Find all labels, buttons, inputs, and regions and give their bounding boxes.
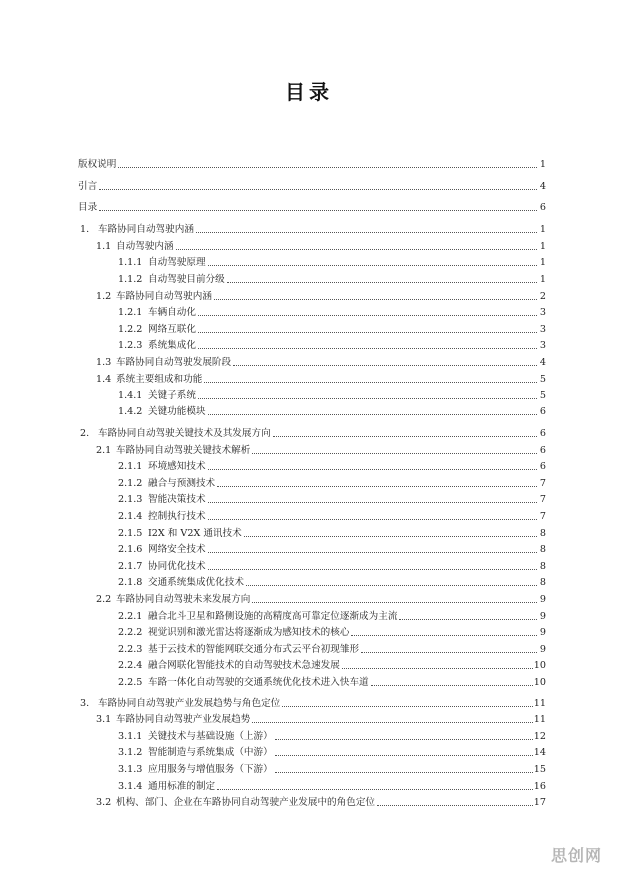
toc-entry[interactable] (0, 642, 618, 656)
dot-leader (99, 209, 537, 211)
toc-entry-page: 4 (539, 357, 546, 368)
toc-entry[interactable] (0, 559, 618, 573)
toc-entry[interactable] (0, 372, 618, 386)
toc-entry-page: 14 (533, 747, 546, 758)
dot-leader (217, 788, 533, 790)
toc-entry-number: 2.1.3 (118, 494, 143, 505)
toc-entry[interactable] (0, 157, 618, 171)
toc-entry-label: 融合与预测技术 (148, 478, 216, 489)
toc-entry[interactable] (0, 795, 618, 809)
toc-entry[interactable] (0, 696, 618, 710)
dot-leader (371, 684, 533, 686)
dot-leader (208, 501, 537, 503)
watermark-logo: 思创网 (550, 846, 602, 865)
toc-entry-page: 9 (539, 594, 546, 605)
toc-entry-number: 3.1.4 (118, 781, 143, 792)
toc-entry-number: 3. (80, 698, 90, 709)
toc-entry-page: 2 (539, 291, 546, 302)
toc-entry[interactable] (0, 542, 618, 556)
dot-leader (196, 231, 537, 233)
toc-entry-page: 9 (539, 644, 546, 655)
toc-entry-number: 3.1.3 (118, 764, 143, 775)
toc-entry-label: 基于云技术的智能网联交通分布式云平台初现雏形 (148, 644, 360, 655)
toc-entry-number: 2. (80, 428, 90, 439)
toc-entry-page: 9 (539, 627, 546, 638)
toc-entry[interactable] (0, 404, 618, 418)
toc-entry-number: 2.2.2 (118, 627, 143, 638)
toc-entry-label: 关键子系统 (148, 390, 196, 401)
toc-entry[interactable] (0, 492, 618, 506)
toc-entry-number: 2.1.6 (118, 544, 143, 555)
toc-entry-page: 15 (533, 764, 546, 775)
toc-entry-page: 1 (539, 257, 546, 268)
toc-entry-label: 车路协同自动驾驶内涵 (116, 291, 212, 302)
toc-entry-number: 1.2 (96, 291, 112, 302)
toc-entry-number: 3.1.2 (118, 747, 143, 758)
toc-entry[interactable] (0, 658, 618, 672)
dot-leader (208, 468, 537, 470)
dot-leader (252, 601, 537, 603)
toc-entry-number: 1.2.3 (118, 340, 143, 351)
toc-entry-label: 系统主要组成和功能 (116, 374, 203, 385)
toc-entry-page: 6 (539, 445, 546, 456)
toc-entry-page: 5 (539, 390, 546, 401)
toc-entry-label: 融合北斗卫星和路侧设施的高精度高可靠定位逐渐成为主流 (148, 611, 398, 622)
toc-entry-number: 2.1 (96, 445, 112, 456)
toc-entry[interactable] (0, 712, 618, 726)
toc-entry-label: 通用标准的制定 (148, 781, 216, 792)
toc-entry-page: 3 (539, 307, 546, 318)
toc-entry-number: 2.2.5 (118, 677, 143, 688)
toc-entry-page: 6 (539, 428, 546, 439)
dot-leader (204, 381, 537, 383)
toc-entry[interactable] (0, 459, 618, 473)
dot-leader (399, 618, 537, 620)
dot-leader (208, 413, 537, 415)
toc-entry-page: 6 (539, 461, 546, 472)
toc-entry-label: 自动驾驶原理 (148, 257, 206, 268)
toc-entry-label: 引言 (78, 181, 98, 192)
toc-entry-label: 视觉识别和激光雷达将逐渐成为感知技术的核心 (148, 627, 350, 638)
toc-entry-page: 11 (533, 698, 546, 709)
toc-entry[interactable] (0, 255, 618, 269)
toc-entry-page: 3 (539, 324, 546, 335)
toc-entry[interactable] (0, 779, 618, 793)
toc-entry-number: 1.2.1 (118, 307, 143, 318)
toc-entry-number: 3.2 (96, 797, 112, 808)
toc-entry[interactable] (0, 745, 618, 759)
toc-entry-page: 10 (533, 677, 546, 688)
toc-entry[interactable] (0, 592, 618, 606)
dot-leader (351, 634, 537, 636)
dot-leader (342, 667, 533, 669)
toc-entry-label: 关键功能模块 (148, 406, 206, 417)
toc-entry-page: 17 (533, 797, 546, 808)
toc-entry-number: 1.4.1 (118, 390, 143, 401)
toc-entry-number: 2.1.2 (118, 478, 143, 489)
toc-entry-label: 车路协同自动驾驶关键技术解析 (116, 445, 251, 456)
toc-entry-label: 系统集成化 (148, 340, 196, 351)
toc-entry[interactable] (0, 609, 618, 623)
toc-entry[interactable] (0, 272, 618, 286)
toc-entry[interactable] (0, 355, 618, 369)
toc-entry-number: 1.4.2 (118, 406, 143, 417)
toc-entry-page: 8 (539, 561, 546, 572)
toc-entry[interactable] (0, 305, 618, 319)
toc-entry-number: 1. (80, 224, 90, 235)
dot-leader (252, 452, 537, 454)
toc-entry-label: 目录 (78, 202, 98, 213)
toc-entry-label: 网络安全技术 (148, 544, 206, 555)
toc-entry-number: 1.4 (96, 374, 112, 385)
toc-entry-number: 2.1.7 (118, 561, 143, 572)
dot-leader (208, 568, 537, 570)
toc-entry[interactable] (0, 239, 618, 253)
toc-entry[interactable] (0, 625, 618, 639)
toc-entry[interactable] (0, 575, 618, 589)
toc-entry[interactable] (0, 426, 618, 440)
toc-entry-page: 8 (539, 544, 546, 555)
toc-entry-label: 应用服务与增值服务（下游） (148, 764, 273, 775)
toc-entry-label: 自动驾驶目前分级 (148, 274, 225, 285)
dot-leader (233, 364, 537, 366)
toc-entry[interactable] (0, 729, 618, 743)
toc-entry-page: 8 (539, 528, 546, 539)
toc-entry[interactable] (0, 762, 618, 776)
toc-entry[interactable] (0, 179, 618, 193)
dot-leader (176, 248, 537, 250)
toc-entry[interactable] (0, 322, 618, 336)
toc-entry[interactable] (0, 675, 618, 689)
dot-leader (227, 281, 537, 283)
toc-entry-number: 1.1.2 (118, 274, 143, 285)
toc-entry-page: 16 (533, 781, 546, 792)
toc-entry-page: 9 (539, 611, 546, 622)
toc-entry-label: 网络互联化 (148, 324, 196, 335)
toc-entry-label: 环境感知技术 (148, 461, 206, 472)
toc-entry-label: 车路协同自动驾驶产业发展趋势 (116, 714, 251, 725)
dot-leader (99, 188, 537, 190)
dot-leader (377, 804, 533, 806)
toc-entry-page: 7 (539, 478, 546, 489)
toc-entry-number: 1.3 (96, 357, 112, 368)
toc-entry-label: 融合网联化智能技术的自动驾驶技术急速发展 (148, 660, 340, 671)
toc-entry-number: 2.1.8 (118, 577, 143, 588)
toc-entry-label: 智能决策技术 (148, 494, 206, 505)
toc-entry-page: 8 (539, 577, 546, 588)
toc-entry-label: 控制执行技术 (148, 511, 206, 522)
toc-entry-number: 1.1 (96, 241, 112, 252)
dot-leader (246, 584, 537, 586)
dot-leader (198, 314, 537, 316)
toc-entry-label: 车路协同自动驾驶关键技术及其发展方向 (98, 428, 271, 439)
toc-entry-page: 1 (539, 159, 546, 170)
toc-entry-label: 车辆自动化 (148, 307, 196, 318)
toc-entry-number: 2.2 (96, 594, 112, 605)
toc-entry-number: 2.1.4 (118, 511, 143, 522)
toc-entry-page: 6 (539, 406, 546, 417)
toc-entry[interactable] (0, 200, 618, 214)
toc-entry-number: 2.1.1 (118, 461, 143, 472)
toc-entry-number: 3.1 (96, 714, 112, 725)
toc-entry-number: 2.2.3 (118, 644, 143, 655)
toc-entry-label: 智能制造与系统集成（中游） (148, 747, 273, 758)
dot-leader (252, 721, 532, 723)
toc-entry[interactable] (0, 338, 618, 352)
toc-entry-page: 1 (539, 241, 546, 252)
toc-entry-page: 11 (533, 714, 546, 725)
toc-entry-label: 车路协同自动驾驶内涵 (98, 224, 194, 235)
toc-entry-label: 协同优化技术 (148, 561, 206, 572)
toc-entry-label: 关键技术与基础设施（上游） (148, 731, 273, 742)
dot-leader (275, 754, 533, 756)
toc-entry[interactable] (0, 388, 618, 402)
toc-entry-number: 1.1.1 (118, 257, 143, 268)
toc-entry-page: 12 (533, 731, 546, 742)
dot-leader (273, 435, 537, 437)
toc-entry-label: 车路一体化自动驾驶的交通系统优化技术进入快车道 (148, 677, 369, 688)
toc-entry-label: 机构、部门、企业在车路协同自动驾驶产业发展中的角色定位 (116, 797, 376, 808)
toc-entry-label: 自动驾驶内涵 (116, 241, 174, 252)
dot-leader (198, 331, 537, 333)
toc-entry-page: 7 (539, 494, 546, 505)
toc-entry[interactable] (0, 289, 618, 303)
toc-entry-number: 2.1.5 (118, 528, 143, 539)
toc-entry-page: 5 (539, 374, 546, 385)
toc-entry-label: 版权说明 (78, 159, 117, 170)
toc-entry-page: 7 (539, 511, 546, 522)
toc-entry-number: 3.1.1 (118, 731, 143, 742)
dot-leader (208, 264, 537, 266)
toc-entry-label: 车路协同自动驾驶发展阶段 (116, 357, 232, 368)
toc-entry-label: 交通系统集成优化技术 (148, 577, 244, 588)
dot-leader (118, 166, 537, 168)
dot-leader (361, 651, 537, 653)
dot-leader (214, 298, 537, 300)
dot-leader (208, 551, 537, 553)
toc-entry[interactable] (0, 526, 618, 540)
dot-leader (244, 535, 537, 537)
toc-entry-page: 4 (539, 181, 546, 192)
dot-leader (275, 771, 533, 773)
toc-entry-label: I2X 和 V2X 通讯技术 (148, 528, 242, 539)
dot-leader (275, 738, 533, 740)
toc-entry[interactable] (0, 509, 618, 523)
toc-entry-number: 2.2.4 (118, 660, 143, 671)
toc-entry-page: 3 (539, 340, 546, 351)
dot-leader (217, 485, 537, 487)
page-title: 目录 (285, 80, 333, 104)
toc-entry-number: 1.2.2 (118, 324, 143, 335)
toc-entry[interactable] (0, 443, 618, 457)
toc-entry[interactable] (0, 222, 618, 236)
toc-entry-page: 6 (539, 202, 546, 213)
toc-entry-label: 车路协同自动驾驶未来发展方向 (116, 594, 251, 605)
toc-entry-page: 1 (539, 224, 546, 235)
toc-entry-label: 车路协同自动驾驶产业发展趋势与角色定位 (98, 698, 281, 709)
toc-entry[interactable] (0, 476, 618, 490)
dot-leader (208, 518, 537, 520)
toc-entry-page: 10 (533, 660, 546, 671)
toc-entry-number: 2.2.1 (118, 611, 143, 622)
dot-leader (198, 397, 537, 399)
dot-leader (198, 347, 537, 349)
toc-entry-page: 1 (539, 274, 546, 285)
dot-leader (282, 705, 533, 707)
